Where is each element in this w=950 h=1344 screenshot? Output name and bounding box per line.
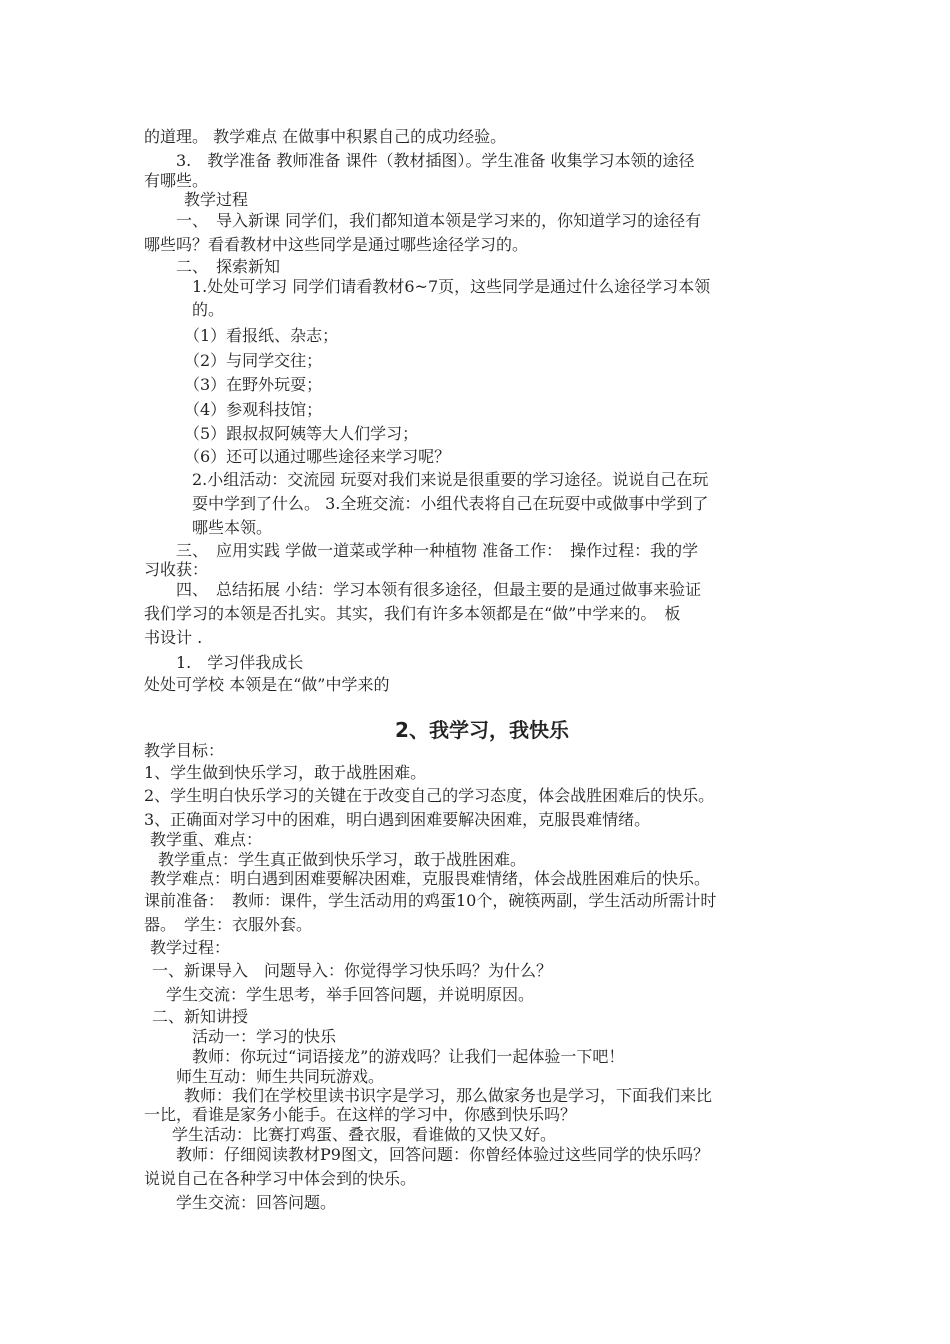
text-line: 一比，看谁是家务小能手。在这样的学习中，你感到快乐吗？ [144, 1105, 577, 1124]
text-line: 学生活动：比赛打鸡蛋、叠衣服，看谁做的又快又好。 [172, 1125, 557, 1144]
text-line: 1.处处可学习 同学们请看教材6~7页，这些同学是通过什么途径学习本领 [192, 277, 711, 296]
text-line: 一、新课导入 问题导入：你觉得学习快乐吗？为什么？ [152, 961, 553, 980]
text-line: 2、学生明白快乐学习的关键在于改变自己的学习态度，体会战胜困难后的快乐。 [144, 786, 715, 805]
text-line: 我们学习的本领是否扎实。其实，我们有许多本领都是在“做”中学来的。 板 [144, 604, 681, 623]
text-line: 的道理。 教学难点 在做事中积累自己的成功经验。 [144, 127, 507, 146]
text-line: 处处可学校 本领是在“做”中学来的 [144, 675, 390, 694]
section-heading: 教学目标： [144, 741, 225, 760]
text-line: 学生交流：回答问题。 [176, 1193, 337, 1212]
text-line: 一、 导入新课 同学们，我们都知道本领是学习来的，你知道学习的途径有 [176, 211, 702, 230]
text-line: 三、 应用实践 学做一道菜或学种一种植物 准备工作： 操作过程：我的学 [176, 541, 699, 560]
list-item: （5）跟叔叔阿姨等大人们学习； [184, 424, 419, 443]
text-line: 学生交流：学生思考，举手回答问题，并说明原因。 [166, 985, 535, 1004]
text-line: 教学重点：学生真正做到快乐学习，敢于战胜困难。 [158, 850, 527, 869]
text-line: 教师：你玩过“词语接龙”的游戏吗？让我们一起体验一下吧！ [192, 1047, 625, 1066]
text-line: 耍中学到了什么。 3.全班交流：小组代表将自己在玩耍中或做事中学到了 [192, 494, 709, 513]
list-item: （2）与同学交往； [184, 351, 323, 370]
list-item: （3）在野外玩耍； [184, 375, 323, 394]
list-item: （1）看报纸、杂志； [184, 326, 339, 345]
text-line: 说说自己在各种学习中体会到的快乐。 [144, 1169, 417, 1188]
text-line: 3、正确面对学习中的困难，明白遇到困难要解决困难，克服畏难情绪。 [144, 810, 651, 829]
text-line: 活动一：学习的快乐 [192, 1027, 337, 1046]
text-line: 器。 学生：衣服外套。 [144, 915, 313, 934]
text-line: 教学难点：明白遇到困难要解决困难，克服畏难情绪，体会战胜困难后的快乐。 [150, 869, 711, 888]
list-item: （4）参观科技馆； [184, 400, 323, 419]
text-line: 书设计 . [144, 628, 203, 647]
section-heading: 教学重、难点： [150, 830, 263, 849]
text-line: 1、学生做到快乐学习，敢于战胜困难。 [144, 763, 427, 782]
text-line: 习收获： [144, 560, 209, 579]
text-line: 2.小组活动：交流园 玩耍对我们来说是很重要的学习途径。说说自己在玩 [192, 470, 709, 489]
text-line: 四、 总结拓展 小结：学习本领有很多途径，但最主要的是通过做事来验证 [176, 580, 702, 599]
list-item: （6）还可以通过哪些途径来学习呢？ [184, 447, 451, 466]
section-heading: 二、 探索新知 [176, 257, 281, 276]
text-line: 有哪些。 [144, 171, 209, 190]
text-line: 师生互动：师生共同玩游戏。 [176, 1067, 385, 1086]
section-heading: 教学过程： [150, 938, 231, 957]
text-line: 3. 教学准备 教师准备 课件（教材插图）。学生准备 收集学习本领的途径 [176, 151, 695, 170]
section-heading: 二、新知讲授 [152, 1007, 249, 1026]
lesson-title: 2、我学习，我快乐 [395, 718, 569, 742]
text-line: 哪些本领。 [192, 518, 273, 537]
text-line: 哪些吗？看看教材中这些同学是通过哪些途径学习的。 [144, 235, 529, 254]
text-line: 课前准备： 教师：课件，学生活动用的鸡蛋10个，碗筷两副，学生活动所需计时 [144, 891, 717, 910]
section-heading: 教学过程 [184, 190, 249, 209]
text-line: 的。 [192, 300, 225, 319]
text-line: 1. 学习伴我成长 [176, 653, 304, 672]
text-line: 教师：仔细阅读教材P9图文，回答问题：你曾经体验过这些同学的快乐吗？ [176, 1145, 709, 1164]
text-line: 教师：我们在学校里读书识字是学习，那么做家务也是学习，下面我们来比 [184, 1086, 713, 1105]
